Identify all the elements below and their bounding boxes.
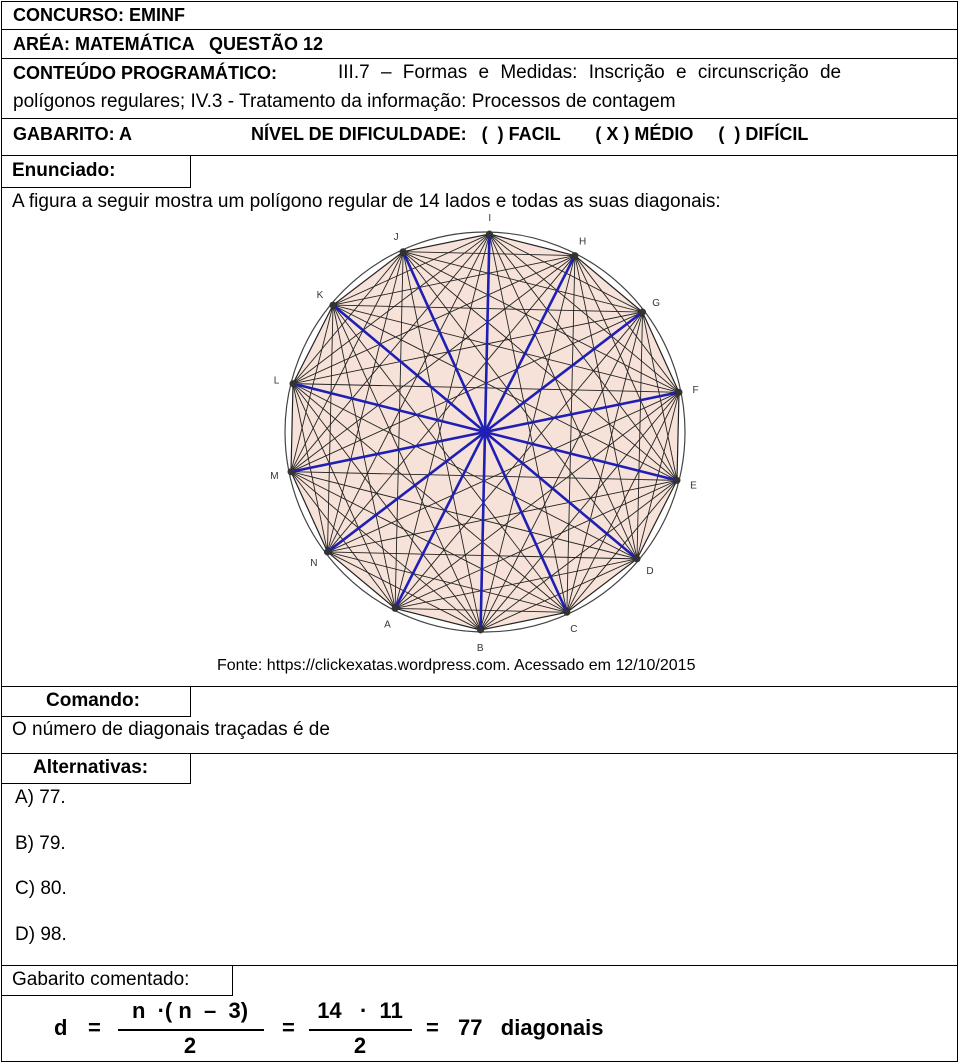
figure-source: Fonte: https://clickexatas.wordpress.com. Acessado em 12/10/2015: [217, 657, 696, 674]
vertex-point: [673, 477, 680, 484]
fraction-line-1: [118, 1029, 264, 1031]
vertex-point: [563, 609, 570, 616]
gabarito-comentado-label: Gabarito comentado:: [1, 966, 233, 996]
fraction-line-2: [309, 1029, 412, 1031]
vertex-label: C: [570, 623, 578, 635]
formula-eq2: =: [282, 1015, 295, 1040]
vertex-point: [675, 389, 682, 396]
formula-result: 77 diagonais: [458, 1015, 604, 1040]
vertex-label: A: [384, 619, 391, 631]
formula-num2: 14 · 11: [317, 998, 403, 1023]
formula-den2: 2: [353, 1033, 367, 1058]
formula-d: d: [54, 1015, 68, 1040]
vertex-point: [288, 468, 295, 475]
polygon-svg: [270, 213, 699, 654]
polygon-figure: [270, 213, 699, 654]
vertex-label: K: [316, 290, 324, 302]
vertex-label: L: [273, 375, 280, 387]
vertex-point: [324, 548, 331, 555]
row-concurso: [1, 1, 958, 30]
comando-text: O número de diagonais traçadas é de: [12, 719, 330, 740]
vertex-label: N: [310, 558, 318, 570]
alternative-b: B) 79.: [15, 833, 66, 854]
row-conteudo: [1, 59, 958, 119]
vertex-point: [486, 231, 493, 238]
vertex-point: [330, 302, 337, 309]
conteudo-label: CONTEÚDO PROGRAMÁTICO:: [13, 63, 277, 83]
alternative-a: A) 77.: [15, 787, 66, 808]
vertex-label: H: [578, 236, 587, 248]
alternative-c: C) 80.: [15, 878, 67, 899]
vertex-label: B: [476, 642, 484, 654]
formula-den1: 2: [183, 1033, 197, 1058]
enunciado-text: A figura a seguir mostra um polígono regular de 14 lados e todas as suas diagonais:: [12, 191, 721, 212]
gabarito-text: GABARITO: A: [13, 124, 132, 144]
formula-eq1: =: [88, 1015, 101, 1040]
vertex-point: [477, 626, 484, 633]
formula-num1: n ·( n – 3): [131, 998, 249, 1023]
vertex-point: [639, 309, 646, 316]
alternativas-label: Alternativas:: [1, 754, 191, 784]
vertex-label: G: [652, 297, 660, 309]
row-area: [1, 30, 958, 59]
conteudo-line2: polígonos regulares; IV.3 - Tratamento da informação: Processos de contagem: [13, 91, 676, 112]
formula-eq3: =: [426, 1015, 439, 1040]
row-gabarito-nivel: [1, 119, 958, 156]
vertex-label: M: [270, 471, 279, 483]
comando-label: Comando:: [1, 687, 191, 717]
vertex-label: F: [692, 384, 699, 396]
conteudo-line1: III.7 – Formas e Medidas: Inscrição e circunscrição de: [338, 62, 842, 83]
vertex-label: E: [690, 480, 697, 492]
vertex-point: [290, 380, 297, 387]
vertex-label: J: [393, 232, 399, 244]
nivel-dificuldade: NÍVEL DE DIFICULDADE: ( ) FACIL ( X ) MÉDIO ( ) DIFÍCIL: [251, 124, 809, 144]
vertex-label: D: [646, 565, 654, 577]
vertex-point: [571, 252, 578, 259]
alternative-d: D) 98.: [15, 924, 67, 945]
vertex-point: [392, 605, 399, 612]
enunciado-label: Enunciado:: [1, 156, 191, 188]
vertex-label: I: [488, 213, 492, 225]
concurso-text: CONCURSO: EMINF: [13, 5, 185, 25]
vertex-point: [400, 248, 407, 255]
area-text: ARÉA: MATEMÁTICA QUESTÃO 12: [13, 34, 324, 54]
vertex-point: [633, 555, 640, 562]
